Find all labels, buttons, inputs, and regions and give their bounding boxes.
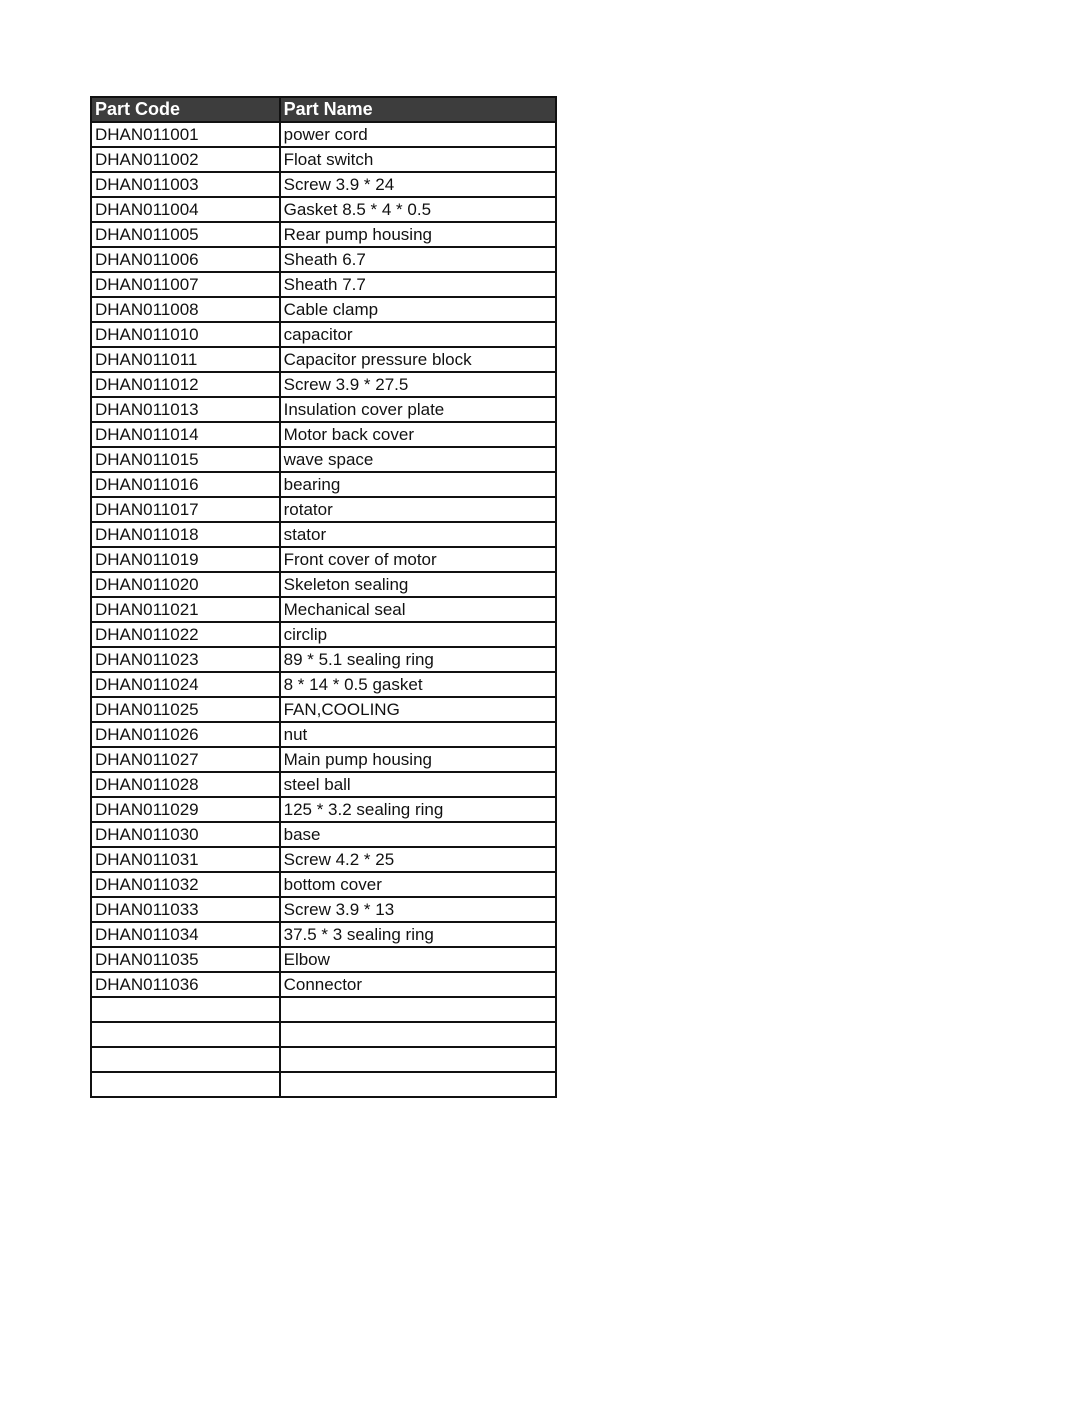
part-code-cell: DHAN011035 <box>91 947 280 972</box>
table-row <box>91 947 556 972</box>
table-row <box>91 422 556 447</box>
part-code-cell: DHAN011019 <box>91 547 280 572</box>
table-row <box>91 897 556 922</box>
part-name-cell: bottom cover <box>280 872 556 897</box>
part-name-cell: Main pump housing <box>280 747 556 772</box>
table-body <box>91 122 556 1097</box>
part-code-cell: DHAN011036 <box>91 972 280 997</box>
part-code-cell: DHAN011027 <box>91 747 280 772</box>
part-name-cell <box>280 997 556 1022</box>
part-code-cell: DHAN011010 <box>91 322 280 347</box>
table-row <box>91 447 556 472</box>
table-row <box>91 322 556 347</box>
header-row <box>91 97 556 122</box>
part-code-cell: DHAN011012 <box>91 372 280 397</box>
part-name-cell: wave space <box>280 447 556 472</box>
part-name-cell: stator <box>280 522 556 547</box>
part-code-cell: DHAN011017 <box>91 497 280 522</box>
part-name-cell: steel ball <box>280 772 556 797</box>
part-code-cell: DHAN011014 <box>91 422 280 447</box>
table-row <box>91 572 556 597</box>
part-code-cell <box>91 1072 280 1097</box>
table-row <box>91 972 556 997</box>
part-code-cell: DHAN011020 <box>91 572 280 597</box>
part-code-cell <box>91 997 280 1022</box>
part-code-cell: DHAN011005 <box>91 222 280 247</box>
table-row <box>91 622 556 647</box>
part-name-cell: Capacitor pressure block <box>280 347 556 372</box>
part-code-cell: DHAN011006 <box>91 247 280 272</box>
part-code-cell: DHAN011033 <box>91 897 280 922</box>
part-code-cell: DHAN011008 <box>91 297 280 322</box>
part-name-cell: Sheath 6.7 <box>280 247 556 272</box>
part-name-cell: circlip <box>280 622 556 647</box>
part-name-cell: Connector <box>280 972 556 997</box>
table-row <box>91 597 556 622</box>
table-row <box>91 472 556 497</box>
part-name-cell: power cord <box>280 122 556 147</box>
part-name-cell: 37.5 * 3 sealing ring <box>280 922 556 947</box>
part-code-cell: DHAN011004 <box>91 197 280 222</box>
table-row <box>91 222 556 247</box>
part-code-cell: DHAN011031 <box>91 847 280 872</box>
table-row <box>91 847 556 872</box>
part-name-cell: nut <box>280 722 556 747</box>
table-row <box>91 297 556 322</box>
part-code-cell: DHAN011021 <box>91 597 280 622</box>
part-name-cell: Screw 4.2 * 25 <box>280 847 556 872</box>
part-name-cell: Sheath 7.7 <box>280 272 556 297</box>
part-name-cell: bearing <box>280 472 556 497</box>
table-header <box>91 97 556 122</box>
part-code-cell: DHAN011023 <box>91 647 280 672</box>
part-name-cell <box>280 1022 556 1047</box>
table-row <box>91 547 556 572</box>
part-code-cell: DHAN011015 <box>91 447 280 472</box>
table-row <box>91 797 556 822</box>
table-row <box>91 822 556 847</box>
part-name-cell: 125 * 3.2 sealing ring <box>280 797 556 822</box>
part-name-cell: Skeleton sealing <box>280 572 556 597</box>
table-row <box>91 522 556 547</box>
table-row <box>91 647 556 672</box>
part-code-cell: DHAN011001 <box>91 122 280 147</box>
table-row <box>91 272 556 297</box>
part-code-cell: DHAN011028 <box>91 772 280 797</box>
part-name-cell: FAN,COOLING <box>280 697 556 722</box>
table-row <box>91 1022 556 1047</box>
part-name-cell <box>280 1047 556 1072</box>
part-name-cell: Front cover of motor <box>280 547 556 572</box>
part-code-cell: DHAN011034 <box>91 922 280 947</box>
table-row <box>91 672 556 697</box>
table-row <box>91 172 556 197</box>
part-name-cell: Float switch <box>280 147 556 172</box>
part-name-cell: Screw 3.9 * 27.5 <box>280 372 556 397</box>
part-name-cell: Insulation cover plate <box>280 397 556 422</box>
column-header-part-name: Part Name <box>280 97 556 122</box>
part-code-cell <box>91 1047 280 1072</box>
part-name-cell: Screw 3.9 * 13 <box>280 897 556 922</box>
part-code-cell: DHAN011002 <box>91 147 280 172</box>
part-name-cell: Mechanical seal <box>280 597 556 622</box>
part-code-cell: DHAN011030 <box>91 822 280 847</box>
table-row <box>91 147 556 172</box>
part-name-cell: Elbow <box>280 947 556 972</box>
table-row <box>91 397 556 422</box>
table-row <box>91 1072 556 1097</box>
part-code-cell: DHAN011003 <box>91 172 280 197</box>
part-code-cell: DHAN011032 <box>91 872 280 897</box>
part-name-cell: base <box>280 822 556 847</box>
part-name-cell: Cable clamp <box>280 297 556 322</box>
table-row <box>91 197 556 222</box>
table-row <box>91 347 556 372</box>
parts-table <box>90 96 557 1098</box>
table-row <box>91 772 556 797</box>
part-name-cell: Motor back cover <box>280 422 556 447</box>
part-code-cell: DHAN011025 <box>91 697 280 722</box>
part-code-cell: DHAN011024 <box>91 672 280 697</box>
table-row <box>91 747 556 772</box>
part-code-cell: DHAN011013 <box>91 397 280 422</box>
table-row <box>91 722 556 747</box>
part-name-cell: 89 * 5.1 sealing ring <box>280 647 556 672</box>
part-code-cell: DHAN011022 <box>91 622 280 647</box>
part-code-cell: DHAN011007 <box>91 272 280 297</box>
part-name-cell: 8 * 14 * 0.5 gasket <box>280 672 556 697</box>
table-row <box>91 872 556 897</box>
table-row <box>91 1047 556 1072</box>
table-row <box>91 922 556 947</box>
part-name-cell: capacitor <box>280 322 556 347</box>
table-row <box>91 372 556 397</box>
part-code-cell: DHAN011018 <box>91 522 280 547</box>
table-row <box>91 997 556 1022</box>
part-code-cell: DHAN011026 <box>91 722 280 747</box>
table-row <box>91 247 556 272</box>
part-code-cell: DHAN011011 <box>91 347 280 372</box>
part-name-cell <box>280 1072 556 1097</box>
part-name-cell: Gasket 8.5 * 4 * 0.5 <box>280 197 556 222</box>
part-name-cell: rotator <box>280 497 556 522</box>
table-row <box>91 697 556 722</box>
part-code-cell <box>91 1022 280 1047</box>
table-row <box>91 122 556 147</box>
part-code-cell: DHAN011029 <box>91 797 280 822</box>
part-name-cell: Rear pump housing <box>280 222 556 247</box>
part-name-cell: Screw 3.9 * 24 <box>280 172 556 197</box>
column-header-part-code: Part Code <box>91 97 280 122</box>
table-row <box>91 497 556 522</box>
part-code-cell: DHAN011016 <box>91 472 280 497</box>
